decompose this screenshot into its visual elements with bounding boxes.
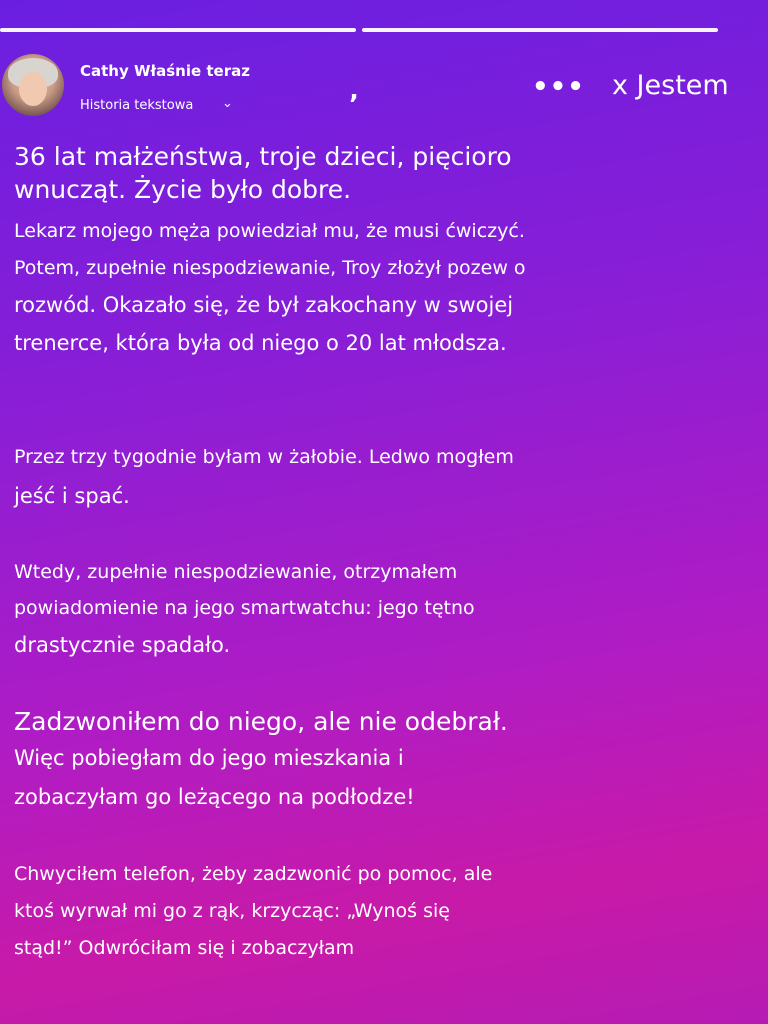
story-line: Więc pobiegłam do jego mieszkania i: [14, 746, 404, 770]
avatar[interactable]: [2, 54, 64, 116]
story-line: Potem, zupełnie niespodziewanie, Troy złożył pozew o: [14, 257, 526, 279]
story-line: 36 lat małżeństwa, troje dzieci, pięcioro: [14, 142, 512, 171]
story-progress-segment-2: [362, 28, 718, 32]
story-line: Lekarz mojego męża powiedział mu, że musi ćwiczyć.: [14, 220, 525, 242]
story-progress-segment-1: [0, 28, 356, 32]
story-line: zobaczyłam go leżącego na podłodze!: [14, 785, 415, 809]
story-line: Zadzwoniłem do niego, ale nie odebrał.: [14, 707, 508, 736]
story-line: rozwód. Okazało się, że był zakochany w swojej: [14, 293, 514, 317]
more-options-icon[interactable]: •••: [532, 72, 585, 102]
story-line: powiadomienie na jego smartwatchu: jego tętno: [14, 597, 475, 619]
chevron-down-icon[interactable]: ⌄: [222, 96, 233, 111]
story-line: Wtedy, zupełnie niespodziewanie, otrzymałem: [14, 561, 458, 583]
close-button[interactable]: x Jestem: [612, 70, 729, 101]
story-line: Przez trzy tygodnie byłam w żałobie. Ledwo mogłem: [14, 446, 514, 468]
avatar-face: [19, 72, 47, 106]
story-type-label[interactable]: Historia tekstowa: [80, 98, 194, 113]
story-line: Chwyciłem telefon, żeby zadzwonić po pomoc, ale: [14, 863, 493, 885]
story-line: drastycznie spadało.: [14, 633, 231, 657]
story-line: jeść i spać.: [14, 484, 130, 508]
story-line: stąd!” Odwróciłam się i zobaczyłam: [14, 937, 355, 959]
tick-mark: ’: [349, 90, 359, 120]
story-line: trenerce, która była od niego o 20 lat młodsza.: [14, 331, 507, 355]
story-line: wnucząt. Życie było dobre.: [14, 175, 352, 204]
story-line: ktoś wyrwał mi go z rąk, krzycząc: „Wynoś się: [14, 900, 450, 922]
author-name[interactable]: Cathy Właśnie teraz: [80, 62, 250, 80]
